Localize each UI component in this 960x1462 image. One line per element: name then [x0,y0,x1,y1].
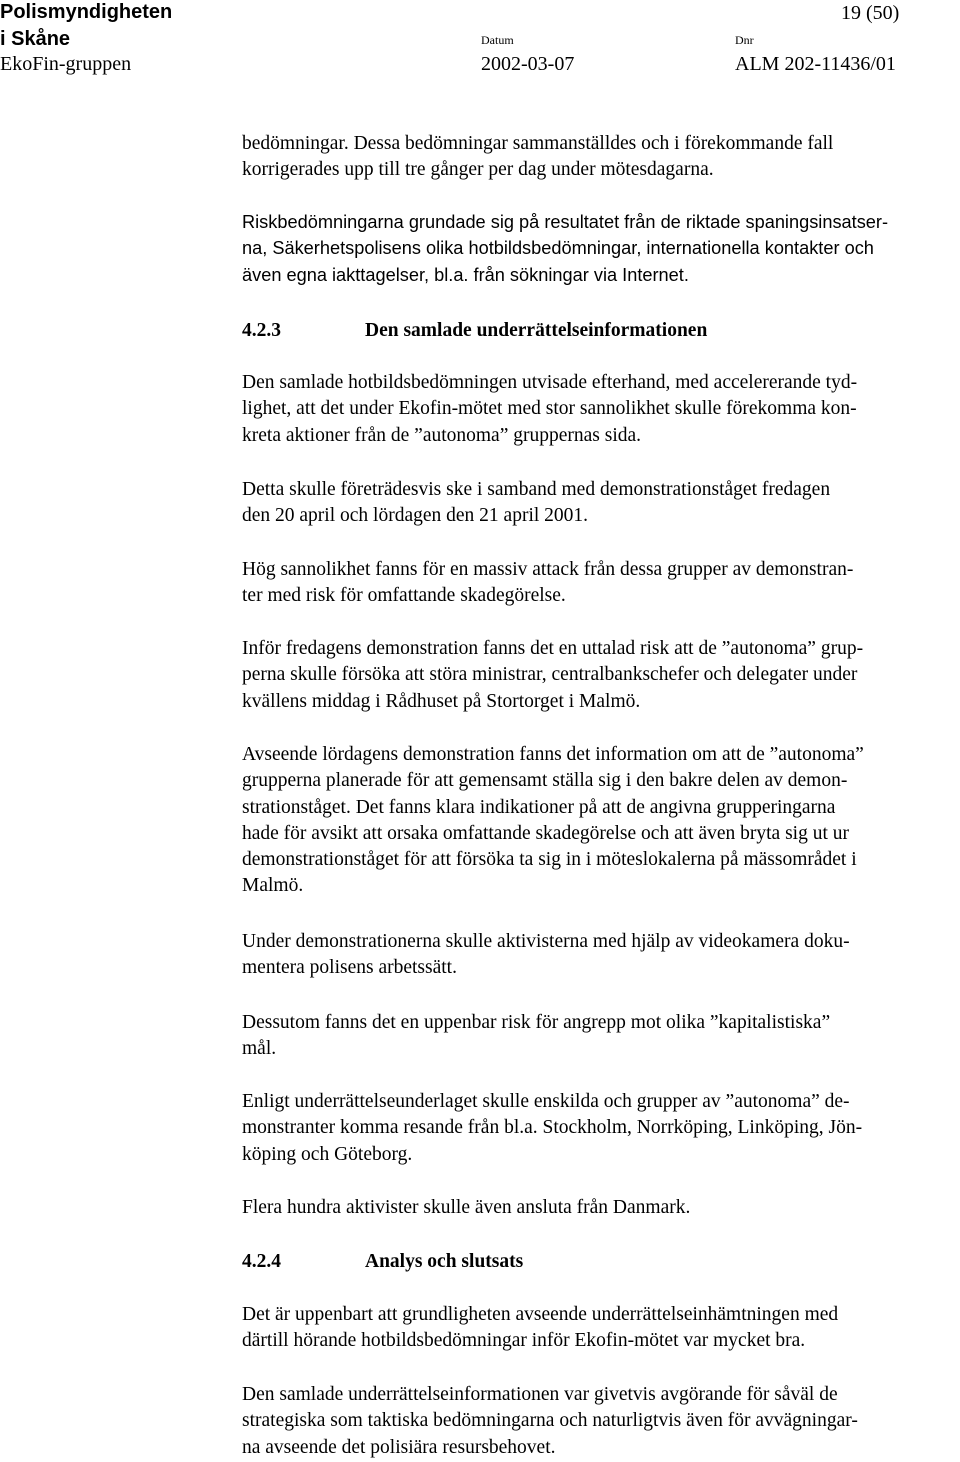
text-line: na avseende det polisiära resursbehovet. [242,1436,556,1458]
text-line: korrigerades upp till tre gånger per dag under mötesdagarna. [242,159,714,181]
text-line: Hög sannolikhet fanns för en massiv attack från dessa grupper av demonstran- [242,559,854,580]
text-line: Detta skulle företrädesvis ske i samband med demonstrationståget fredagen [242,479,831,500]
text-line: Under demonstrationerna skulle aktivisterna med hjälp av videokamera doku- [242,931,850,952]
text-line: grupperna planerade för att gemensamt ställa sig i den bakre delen av demon- [242,770,848,792]
text-line: även egna iakttagelser, bl.a. från sökningar via Internet. [242,264,689,285]
paragraph [242,636,956,715]
text-line: kreta aktioner från de ”autonoma” gruppernas sida. [242,424,642,446]
text-line: lighet, att det under Ekofin-mötet med stor sannolikhet skulle förekomma kon- [242,398,857,420]
text-line: Enligt underrättelseunderlaget skulle enskilda och grupper av ”autonoma” de- [242,1091,850,1112]
section-heading: Analys och slutsats [365,1251,524,1272]
text-line: den 20 april och lördagen den 21 april 2001. [242,505,589,527]
paragraph [242,1382,956,1461]
organization-region: i Skåne [0,28,71,50]
text-line: Det är uppenbart att grundligheten avseende underrättelseinhämtningen med [242,1304,839,1325]
dnr-number: ALM 202-11436/01 [735,53,896,75]
text-line: därtill hörande hotbildsbedömningar inför Ekofin-mötet var mycket bra. [242,1330,806,1352]
paragraph [242,1195,956,1221]
paragraph [242,742,956,900]
paragraph [242,1010,956,1063]
organization-name: Polismyndigheten [0,1,173,23]
paragraph [242,1089,956,1168]
paragraph [242,131,956,184]
section-heading: Den samlade underrättelseinformationen [365,320,708,341]
text-line: Dessutom fanns det en uppenbar risk för angrepp mot olika ”kapitalistiska” [242,1012,831,1033]
paragraph [242,209,956,288]
document-date: 2002-03-07 [481,53,575,75]
text-line: Den samlade hotbildsbedömningen utvisade efterhand, med accelererande tyd- [242,372,858,393]
paragraph [242,929,956,982]
text-line: ter med risk för omfattande skadegörelse. [242,585,566,607]
text-line: Flera hundra aktivister skulle även ansluta från Danmark. [242,1197,691,1218]
text-line: mål. [242,1038,277,1060]
text-line: strationståget. Det fanns klara indikationer på att de angivna grupperingarna [242,796,836,818]
text-line: strategiska som taktiska bedömningarna och naturligtvis även för avvägningar- [242,1410,858,1432]
text-line: perna skulle försöka att störa ministrar, centralbankschefer och delegater under [242,664,858,686]
text-line: Inför fredagens demonstration fanns det en uttalad risk att de ”autonoma” grup- [242,638,864,659]
text-line: Malmö. [242,875,304,897]
paragraph [242,370,956,449]
text-line: monstranter komma resande från bl.a. Stockholm, Norrköping, Linköping, Jön- [242,1117,863,1139]
text-line: na, Säkerhetspolisens olika hotbildsbedömningar, internationella kontakter och [242,238,874,259]
text-line: mentera polisens arbetssätt. [242,957,457,979]
section-number: 4.2.4 [242,1251,281,1272]
date-label: Datum [481,33,514,47]
dnr-label: Dnr [735,33,754,47]
paragraph [242,1302,956,1355]
text-line: Den samlade underrättelseinformationen var givetvis avgörande för såväl de [242,1384,838,1405]
paragraph [242,557,956,610]
paragraph [242,477,956,530]
page-number: 19 (50) [841,2,900,24]
unit-name: EkoFin-gruppen [0,53,132,75]
text-line: köping och Göteborg. [242,1143,413,1165]
text-line: bedömningar. Dessa bedömningar sammanställdes och i förekommande fall [242,133,834,154]
text-line: demonstrationståget för att försöka ta sig in i möteslokalerna på mässområdet i [242,849,857,871]
text-line: Avseende lördagens demonstration fanns det information om att de ”autonoma” [242,744,864,765]
text-line: hade för avsikt att orsaka omfattande skadegörelse och att även bryta sig ut ur [242,822,849,844]
section-number: 4.2.3 [242,320,281,341]
text-line: Riskbedömningarna grundade sig på resultatet från de riktade spaningsinsatser- [242,212,889,232]
text-line: kvällens middag i Rådhuset på Stortorget i Malmö. [242,690,641,712]
